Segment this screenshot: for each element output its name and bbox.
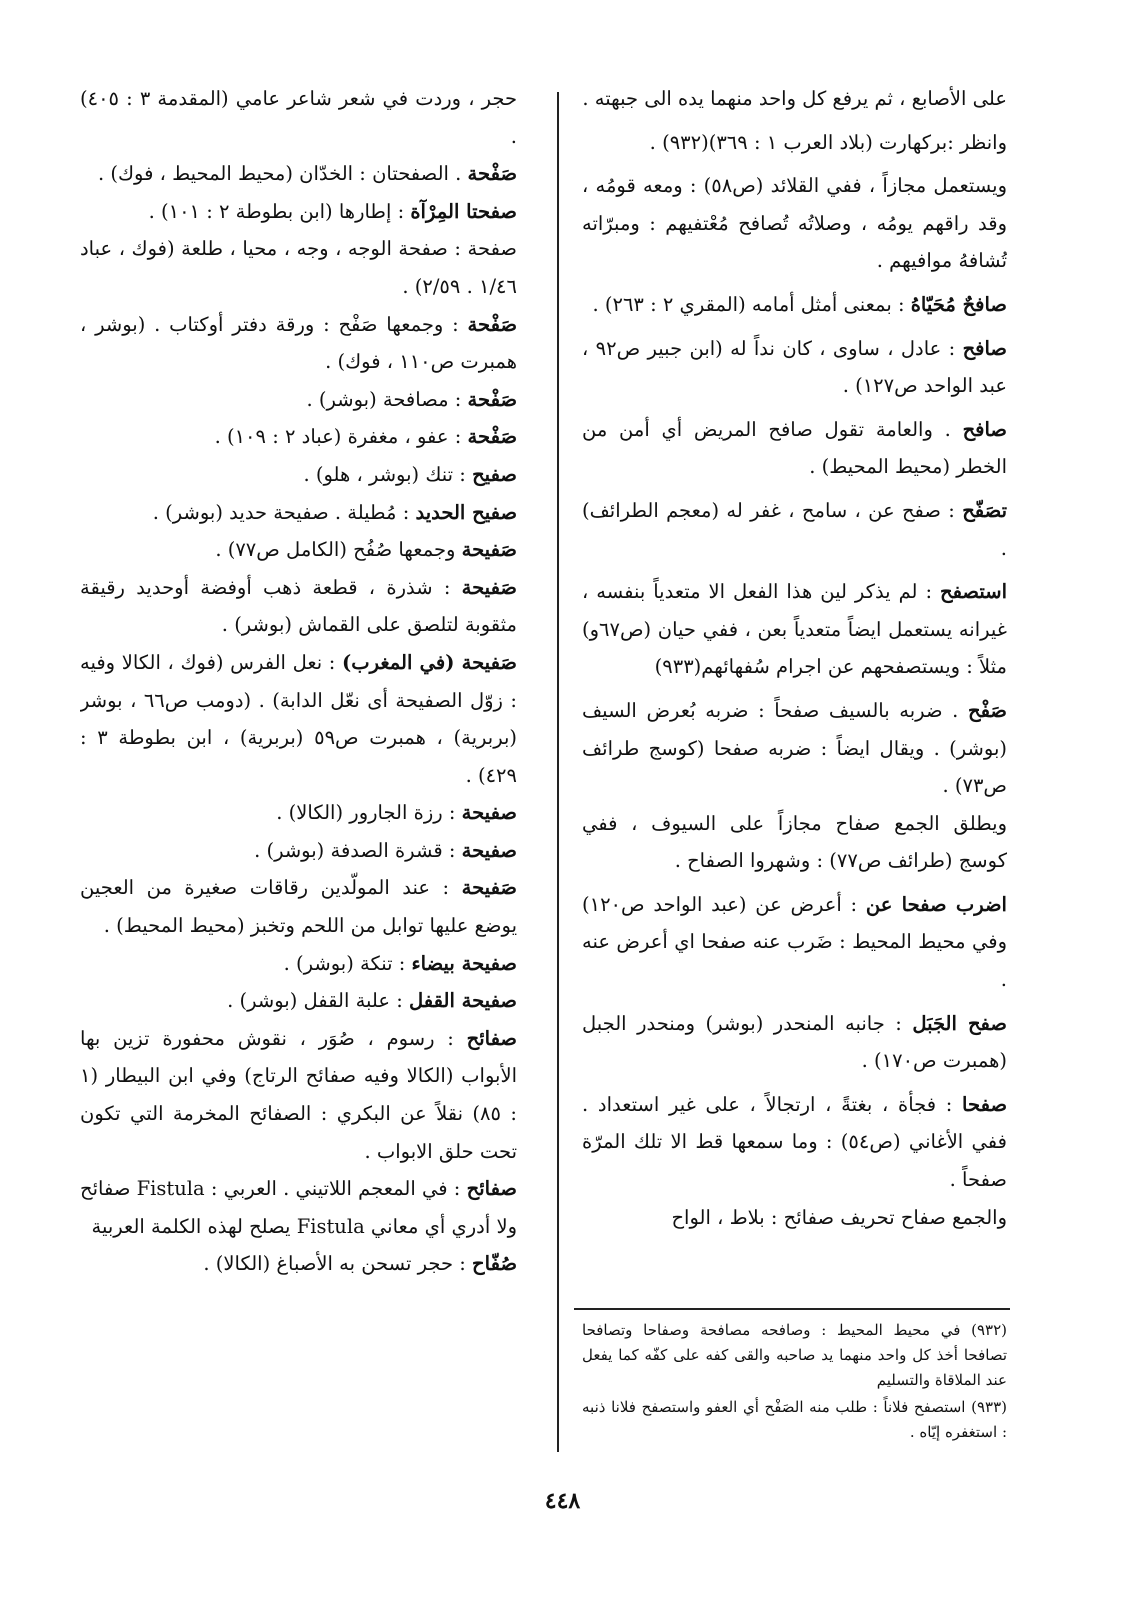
headword: اضرب صفحا عن — [865, 892, 1007, 916]
entry: اضرب صفحا عن : أعرض عن (عبد الواحد ص١٢٠) وفي محيط المحيط : ضَرب عنه صفحا اي أعرض عنه . — [582, 892, 1007, 992]
headword: صَفيحة (في المغرب) — [342, 650, 517, 674]
headword: صَفيحة — [461, 538, 517, 562]
paragraph: على الأصابع ، ثم يرفع كل واحد منهما يده الى جبهته . — [582, 87, 1007, 110]
column-divider — [557, 92, 559, 1452]
entry: صفحا : فجأة ، بغتةً ، ارتجالاً ، على غير استعداد . ففي الأغاني (ص٥٤) : وما سمعها قط الا تلك المرّة صفحاً . — [582, 1092, 1007, 1192]
footnotes — [582, 1318, 1007, 1447]
entry: صفيحة : قشرة الصدفة (بوشر) . — [254, 838, 517, 862]
headword: صفح الجَبَل — [912, 1011, 1007, 1035]
entry: صَفيحة (في المغرب) : نعل الفرس (فوك ، الكالا وفيه : زوّل الصفيحة أى نعّل الدابة) . (دومب ص٦٦ ، بوشر (بربرية) ، همبرت ص٥٩ (بربرية) ، ابن بطوطة ٣ : ٤٢٩) . — [80, 650, 517, 787]
entry: صُفّاح : حجر تسحن به الأصباغ (الكالا) . — [203, 1252, 517, 1276]
headword: صَفيحة — [461, 876, 517, 900]
entry: صفيحة بيضاء : تنكة (بوشر) . — [283, 951, 517, 975]
headword: صفيحة — [461, 801, 517, 825]
headword: صفحتا المِرْآة — [410, 199, 517, 223]
headword: صفيح الحديد — [415, 500, 517, 524]
footnote: (٩٣٣) استصفح فلاناً : طلب منه الصَفْح أي العفو واستصفح فلانا ذنبه : استغفره إيّاه . — [582, 1398, 1007, 1441]
right-column — [582, 80, 1007, 1236]
headword: صفيحة القفل — [409, 989, 517, 1013]
entry: صافحٌ مُحَيّاهُ : بمعنى أمثل أمامه (المقري ٢ : ٢٦٣) . — [592, 292, 1007, 316]
entry: صفيح الحديد : مُطيلة . صفيحة حديد (بوشر) . — [152, 500, 517, 524]
headword: صفيحة — [461, 838, 517, 862]
entry: صفائح : رسوم ، صُوَر ، نقوش محفورة تزين بها الأبواب (الكالا وفيه صفائح الرتاج) وفي ابن البيطار (١ : ٨٥) نقلاً عن البكري : الصفائح المخرمة التي تكون تحت حلق الابواب . — [80, 1026, 517, 1163]
entry: صفيحة القفل : علبة القفل (بوشر) . — [227, 989, 517, 1013]
entry: صافح : عادل ، ساوى ، كان نداً له (ابن جبير ص٩٢ ، عبد الواحد ص١٢٧) . — [582, 336, 1007, 398]
footnote-divider — [574, 1308, 1010, 1310]
headword: صفيحة بيضاء — [411, 951, 517, 975]
headword: صفيح — [472, 462, 517, 486]
headword: استصفح — [939, 580, 1007, 604]
entry: صفح الجَبَل : جانبه المنحدر (بوشر) ومنحدر الجبل (همبرت ص١٧٠) . — [582, 1011, 1007, 1073]
entry: صَفْحة : وجمعها صَفْح : ورقة دفتر أوكتاب . (بوشر ، همبرت ص١١٠ ، فوك) . — [80, 312, 517, 374]
headword: صَفْح — [967, 698, 1007, 722]
headword: صفحا — [962, 1092, 1007, 1116]
headword: تصَفّح — [962, 498, 1007, 522]
headword: صَفْحة — [467, 425, 517, 449]
headword: صَفيحة — [461, 575, 517, 599]
paragraph: ويستعمل مجازاً ، ففي القلائد (ص٥٨) : ومعه قومُه ، وقد راقهم يومُه ، وصلاتُه تُصافح مُعْتفيهم : ومبرّاته تُشافهُ موافيهم . — [582, 174, 1007, 273]
entry: صَفيحة : عند المولّدين رقاقات صغيرة من العجين يوضع عليها توابل من اللحم وتخبز (محيط المحيط) . — [80, 876, 517, 938]
headword: صَفْحة — [467, 162, 517, 186]
headword: صُفّاح — [472, 1252, 517, 1276]
entry: صَفْحة . الصفحتان : الخدّان (محيط المحيط ، فوك) . — [97, 162, 517, 186]
entry: صَفْح . ضربه بالسيف صفحاً : ضربه بُعرض السيف (بوشر) . ويقال ايضاً : ضربه صفحا (كوسج طرائف ص٧٣) . — [582, 698, 1007, 798]
entry: صَفيحة وجمعها صُفُح (الكامل ص٧٧) . — [215, 538, 517, 562]
entry: استصفح : لم يذكر لين هذا الفعل الا متعدياً بنفسه ، غيرانه يستعمل ايضاً متعدياً بعن ، ففي حيان (ص٦٧و) مثلاً : ويستصفحهم عن اجرام سُفهائهم(٩٣٣) — [582, 580, 1007, 679]
entry: صَفْحة : مصافحة (بوشر) . — [306, 387, 517, 411]
entry: صفحتا المِرْآة : إطارها (ابن بطوطة ٢ : ١٠١) . — [148, 199, 517, 223]
paragraph: وانظر :بركهارت (بلاد العرب ١ : ٣٦٩)(٩٣٢) . — [649, 130, 1007, 154]
paragraph: والجمع صفاح تحريف صفائح : بلاط ، الواح — [671, 1205, 1007, 1229]
footnote: (٩٣٢) في محيط المحيط : وصافحه مصافحة وصفاحا وتصافحا تصافحا أخذ كل واحد منهما يد صاحبه والقى كفه على كفّه كما يفعل عند الملاقاة والتسليم — [582, 1321, 1007, 1389]
page-number: ٤٤٨ — [544, 1488, 581, 1514]
headword: صافح — [962, 336, 1007, 360]
entry: تصَفّح : صفح عن ، سامح ، غفر له (معجم الطرائف) . — [582, 498, 1007, 560]
headword: صفائح — [466, 1177, 517, 1201]
headword: صَفْحة — [467, 387, 517, 411]
entry: صفائح : في المعجم اللاتيني . العربي : Fistula صفائح ولا أدري أي معاني Fistula يصلح لهذه الكلمة العربية — [80, 1177, 517, 1238]
headword: صافحٌ مُحَيّاهُ — [910, 292, 1007, 316]
paragraph: صفحة : صفحة الوجه ، وجه ، محيا ، طلعة (فوك ، عباد ١/٤٦ . ٢/٥٩) . — [80, 237, 517, 298]
paragraph: حجر ، وردت في شعر شاعر عامي (المقدمة ٣ : ٤٠٥) . — [80, 87, 517, 148]
entry: صَفْحة : عفو ، مغفرة (عباد ٢ : ١٠٩) . — [214, 425, 517, 449]
entry: صَفيحة : شذرة ، قطعة ذهب أوفضة أوحديد رقيقة مثقوبة لتلصق على القماش (بوشر) . — [80, 575, 517, 637]
left-column — [80, 80, 517, 1283]
entry: صافح . والعامة تقول صافح المريض أي أمن من الخطر (محيط المحيط) . — [582, 417, 1007, 479]
headword: صافح — [962, 417, 1007, 441]
entry: صفيح : تنك (بوشر ، هلو) . — [303, 462, 517, 486]
headword: صفائح — [466, 1026, 517, 1050]
entry: صفيحة : رزة الجارور (الكالا) . — [276, 801, 517, 825]
paragraph: ويطلق الجمع صفاح مجازاً على السيوف ، ففي كوسج (طرائف ص٧٧) : وشهروا الصفاح . — [582, 811, 1007, 873]
headword: صَفْحة — [467, 312, 517, 336]
